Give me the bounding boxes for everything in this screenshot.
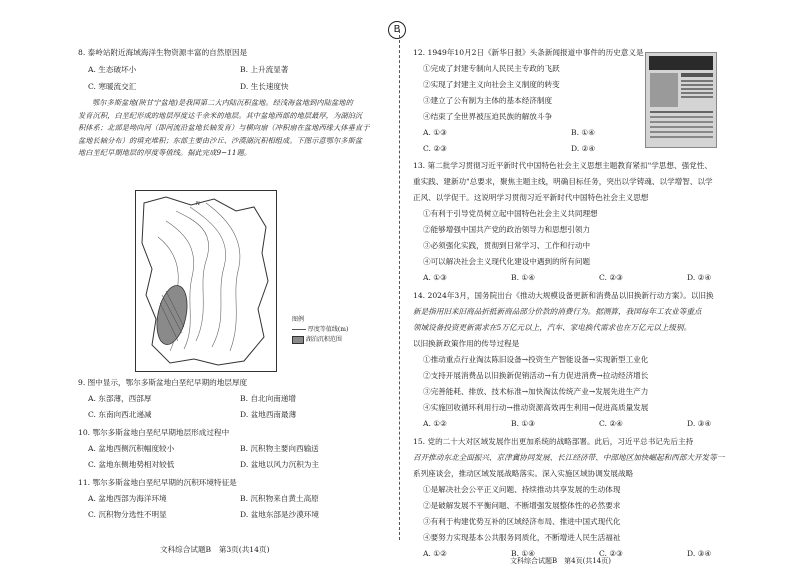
q13-option-b: B. ①④ xyxy=(511,273,536,282)
passage-line: 鄂尔多斯盆地(陕甘宁盆地)是我国第二大内陆沉积盆地。经浅海盆地到内陆盆地的 xyxy=(92,98,353,107)
legend-caption: 图例 xyxy=(292,316,305,323)
isoline xyxy=(206,203,240,351)
q15-option-b: B. ①④ xyxy=(511,549,536,558)
passage-line: 发育沉积，白垩纪形成的地层厚度达千余米的地层。其中盆地西部的地层最厚，为湖泊沉 xyxy=(78,110,363,120)
q14-line: 新是指用旧来旧商品折抵新商品部分价款的消费行为。据测算，我国每年工农业等重点 xyxy=(413,307,702,316)
q13-item-3: ③必须强化实践，贯彻到日常学习、工作和行动中 xyxy=(423,241,591,250)
q9-option-a: A. 东部薄，西部厚 xyxy=(88,394,152,403)
q15-option-c: C. ②③ xyxy=(599,549,623,558)
basin-map-svg xyxy=(136,191,276,371)
legend-isoline xyxy=(292,325,348,335)
passage-line: 地白垩纪早期地层的厚度等值线。据此完成9~11题。 xyxy=(78,148,252,158)
q14-option-d: D. ③④ xyxy=(687,419,712,428)
page-divider xyxy=(399,30,400,540)
left-page xyxy=(0,0,399,566)
q13-line: 13. 第二批学习贯彻习近平新时代中国特色社会主义思想主题教育紧扣"学思想、强党性、 xyxy=(413,161,712,170)
q14-line: 以旧换新政策作用的传导过程是 xyxy=(413,339,520,348)
q14-line: 14. 2024年3月，国务院出台《推动大规模设备更新和消费品以旧换新行动方案》。以旧换 xyxy=(413,291,714,300)
passage-line: 盆地长轴分布）的填充堆积；东部主要由沙丘、沙漠湖沉积相组成。下图示意鄂尔多斯盆 xyxy=(78,135,363,145)
lake-deposit-area xyxy=(152,283,192,348)
footer-page-3: 文科综合试题B 第3页(共14页) xyxy=(160,545,270,554)
q14-item-2: ②支持开展消费品以旧换新促销活动→有力促进消费→拉动经济增长 xyxy=(423,371,649,380)
q15-line: 系列座谈会，推动区域发展战略落实。深入实施区域协调发展战略 xyxy=(413,469,634,478)
q10-option-a: A. 盆地西侧沉积幅度较小 xyxy=(88,444,175,453)
q14-option-c: C. ②④ xyxy=(599,419,623,428)
q14-item-4: ④实施回收循环利用行动→推动资源高效再生利用→促进高质量发展 xyxy=(423,403,649,412)
newspaper-image xyxy=(645,52,717,148)
q13-line: 重实践、建新功"总要求，聚焦主题主线，明确目标任务，突出以学铸魂、以学增智、以学 xyxy=(413,177,713,186)
q13-item-4: ④可以解决社会主义现代化建设中遇到的所有问题 xyxy=(423,257,591,266)
q13-option-a: A. ①③ xyxy=(423,273,447,282)
q13-option-c: C. ②③ xyxy=(599,273,623,282)
q14-item-3: ③完善能耗、排放、技术标准→加快淘汰传统产业→发展先进生产力 xyxy=(423,387,649,396)
q15-line: 召开推动东北全面振兴、京津冀协同发展、长江经济带、中部地区加快崛起和西部大开发等一 xyxy=(413,453,725,462)
q10-stem: 10. 鄂尔多斯盆地白垩纪早期地层形成过程中 xyxy=(78,428,230,437)
q8-option-a: A. 生态破坏小 xyxy=(88,65,137,74)
basin-thickness-map xyxy=(135,190,277,372)
q12-option-c: C. ②③ xyxy=(423,144,447,153)
q15-line: 15. 党的二十大对区域发展作出更加系统的战略部署。此后，习近平总书记先后主持 xyxy=(413,437,694,446)
q12-item-4: ④结束了全世界被压迫民族的解放斗争 xyxy=(423,112,553,121)
q12-item-1: ①完成了封建专制向人民民主专政的飞跃 xyxy=(423,64,560,73)
q11-option-b: B. 沉积物来自黄土高原 xyxy=(240,494,319,503)
q15-option-a: A. ①② xyxy=(423,549,447,558)
isoline xyxy=(190,207,226,347)
reading-passage xyxy=(78,97,370,160)
q10-option-d: D. 盆地以风力沉积为主 xyxy=(240,460,319,469)
q14-item-1: ①推动重点行业淘汰陈旧设备→投资生产智能设备→实现新型工业化 xyxy=(423,355,649,364)
q8-stem: 8. 泰岭站附近海域海洋生物资源丰富的自然原因是 xyxy=(78,48,248,57)
version-badge: B xyxy=(388,21,406,39)
q10-option-b: B. 沉积物主要向西输送 xyxy=(240,444,319,453)
q13-item-1: ①有利于引导党员树立起中国特色社会主义共同理想 xyxy=(423,209,598,218)
q15-item-4: ④要努力实现基本公共服务同质化，不断增进人民生活福祉 xyxy=(423,533,621,542)
map-legend xyxy=(292,315,348,345)
q15-item-1: ①是解决社会公平正义问题、持续推动共享发展的生动体现 xyxy=(423,485,621,494)
q14-option-a: A. ①② xyxy=(423,419,447,428)
q15-item-3: ③有利于构建优势互补的区域经济布局、推进中国式现代化 xyxy=(423,517,621,526)
q13-item-2: ②能够增强中国共产党的政治领导力和思想引领力 xyxy=(423,225,591,234)
q8-option-c: C. 寒暖流交汇 xyxy=(88,82,137,91)
q11-option-c: C. 沉积物分选性不明显 xyxy=(88,510,167,519)
newspaper-svg xyxy=(646,53,716,147)
legend-lake-label: 湖泊沉积范围 xyxy=(305,336,342,343)
passage-line: 积体系；北部是坳向河（即河流沿盆地长轴发育）与横向扇（冲积扇在盆地西缘大体垂直于 xyxy=(78,123,370,133)
q11-stem: 11. 鄂尔多斯盆地白垩纪早期的沉积环境特征是 xyxy=(78,478,237,487)
q13-option-d: D. ②④ xyxy=(687,273,712,282)
q9-option-d: D. 盆地西南最薄 xyxy=(240,410,297,419)
q12-option-b: B. ①④ xyxy=(571,128,596,137)
legend-lake xyxy=(292,335,348,345)
q8-option-b: B. 上升流显著 xyxy=(240,65,289,74)
q15-option-d: D. ③④ xyxy=(687,549,712,558)
q9-option-b: B. 自北向南递增 xyxy=(240,394,296,403)
footer-page-4: 文科综合试题B 第4页(共14页) xyxy=(510,557,611,565)
svg-text:N: N xyxy=(196,201,200,207)
q12-option-a: A. ①③ xyxy=(423,128,447,137)
q9-option-c: C. 东南向西北递减 xyxy=(88,410,152,419)
q10-option-c: C. 盆地东侧地势相对较低 xyxy=(88,460,175,469)
q8-option-d: D. 生长速度快 xyxy=(240,82,289,91)
legend-isoline-label: 厚度等值线(m) xyxy=(307,326,349,333)
q11-option-d: D. 盆地东部是沙漠环境 xyxy=(240,510,319,519)
q14-line: 领域设备投资更新需求在5万亿元以上，汽车、家电换代需求也在万亿元以上级别。 xyxy=(413,323,692,332)
q14-option-b: B. ①③ xyxy=(511,419,536,428)
q12-option-d: D. ②④ xyxy=(571,144,596,153)
right-page xyxy=(401,0,800,566)
q9-stem: 9. 图中显示，鄂尔多斯盆地白垩纪早期的地层厚度 xyxy=(78,378,248,387)
q11-option-a: A. 盆地西部为海洋环境 xyxy=(88,494,167,503)
q12-item-3: ③建立了公有制为主体的基本经济制度 xyxy=(423,96,553,105)
q13-line: 正风、以学促干。这说明学习贯彻习近平新时代中国特色社会主义思想 xyxy=(413,193,649,202)
q12-item-2: ②实现了封建主义向社会主义制度的转变 xyxy=(423,80,560,89)
q12-stem: 12. 1949年10月2日《新华日报》头条新闻报道中事件的历史意义是 xyxy=(413,48,644,57)
q15-item-2: ②是破解发展不平衡问题、不断增强发展整体性的必然要求 xyxy=(423,501,621,510)
